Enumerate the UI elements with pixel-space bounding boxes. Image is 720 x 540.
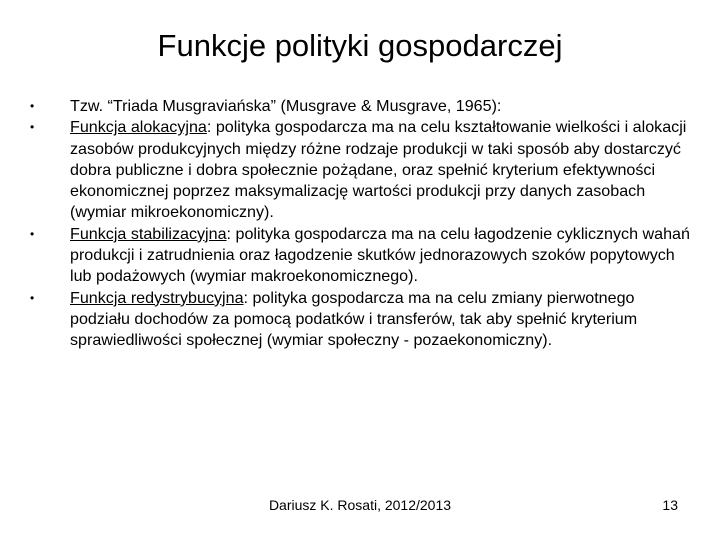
footer-author: Dariusz K. Rosati, 2012/2013 — [268, 497, 452, 513]
slide-title: Funkcje polityki gospodarczej — [157, 28, 563, 63]
slide-footer — [0, 494, 720, 516]
bullet-list — [30, 96, 690, 352]
bullet-item — [30, 224, 690, 288]
bullet-lead-term: Funkcja stabilizacyjna — [70, 224, 227, 243]
bullet-lead-term: Funkcja alokacyjna — [70, 118, 207, 137]
bullet-item — [30, 117, 690, 223]
bullet-text: Tzw. “Triada Musgraviańska” (Musgrave & Musgrave, 1965): — [70, 97, 502, 115]
bullet-text: : polityka gospodarcza ma na celu zmiany pierwotnego podziału dochodów za pomocą podatków i transferów, tak aby spełnić kryterium sprawiedliwości społecznej (wymiar społeczny - pozaekonomiczny). — [70, 288, 638, 350]
bullet-item — [30, 96, 690, 117]
page-number: 13 — [662, 497, 678, 513]
bullet-item — [30, 288, 690, 352]
bullet-dot-icon: • — [30, 226, 35, 241]
bullet-dot-icon: • — [30, 290, 35, 305]
bullet-lead-term: Funkcja redystrybucyjna — [70, 288, 244, 307]
bullet-dot-icon: • — [30, 120, 35, 135]
bullet-text: : polityka gospodarcza ma na celu kształtowanie wielkości i alokacji zasobów produkcyjnych między różne rodzaje produkcji w taki sposób aby dostarczyć dobra publiczne i dobra społecznie pożądane, oraz spełnić kryterium efektywności ekonomicznej poprzez maksymalizację wartości produkcji przy danych zasobach (wymiar mikroekonomiczny). — [70, 118, 687, 222]
bullet-text: : polityka gospodarcza ma na celu łagodzenie cyklicznych wahań produkcji i zatrudnienia oraz łagodzenie skutków jednorazowych szoków popytowych lub podażowych (wymiar makroekonomicznego). — [70, 224, 690, 286]
bullet-dot-icon: • — [30, 99, 35, 113]
